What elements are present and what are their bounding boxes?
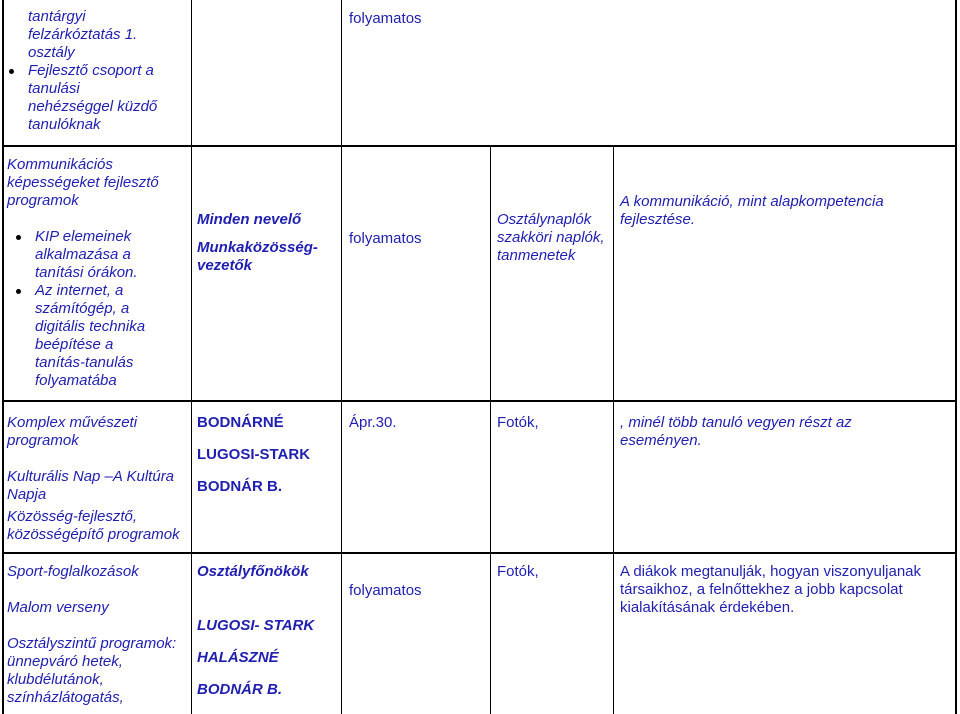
column-divider xyxy=(490,145,491,714)
cell-text: felzárkóztatás 1. xyxy=(28,26,138,43)
cell-text: LUGOSI- STARK xyxy=(197,617,315,634)
row1-activity-cell xyxy=(7,156,189,390)
bullet-item xyxy=(7,62,188,134)
cell-text: tanulóknak xyxy=(28,116,101,133)
cell-text: számítógép, a xyxy=(35,300,130,317)
cell-text: Minden nevelő xyxy=(197,211,302,228)
cell-text: A kommunikáció, mint alapkompetencia xyxy=(620,193,884,210)
cell-text: Munkaközösség- xyxy=(197,239,318,256)
cell-text: programok xyxy=(7,432,79,449)
cell-text: Kulturális Nap –A Kultúra xyxy=(7,468,175,485)
row2-activity-cell xyxy=(7,414,189,544)
cell-text: Napja xyxy=(7,486,47,503)
cell-text: tanulási xyxy=(28,80,80,97)
bullet-item xyxy=(14,228,189,282)
cell-text: A diákok megtanulják, hogyan viszonyuljanak xyxy=(620,563,922,580)
cell-text: közösségépítő programok xyxy=(7,526,180,543)
row3-deadline-cell xyxy=(349,582,489,600)
row2-responsible-cell xyxy=(197,414,339,496)
row0-deadline-cell xyxy=(349,10,489,28)
cell-text: tanítási órákon. xyxy=(35,264,138,281)
cell-text: Malom verseny xyxy=(7,599,109,616)
cell-text: folyamatos xyxy=(349,10,422,27)
cell-text: alkalmazása a xyxy=(35,246,131,263)
row-divider xyxy=(2,400,957,402)
row1-responsible-cell xyxy=(197,211,339,275)
cell-text: tanítás-tanulás xyxy=(35,354,134,371)
cell-text: , minél több tanuló vegyen részt az xyxy=(620,414,852,431)
cell-text: Az internet, a xyxy=(35,282,124,299)
row2-evidence-cell xyxy=(497,414,612,432)
cell-text: HALÁSZNÉ xyxy=(197,649,279,666)
cell-text: ünnepváró hetek, xyxy=(7,653,123,670)
cell-text: Sport-foglalkozások xyxy=(7,563,139,580)
cell-text: Közösség-fejlesztő, xyxy=(7,508,138,525)
cell-text: eseményen. xyxy=(620,432,702,449)
cell-text: Ápr.30. xyxy=(349,414,397,431)
table-border-left xyxy=(2,0,4,714)
cell-text: programok xyxy=(7,192,79,209)
cell-text: nehézséggel küzdő xyxy=(28,98,158,115)
cell-text: BODNÁR B. xyxy=(197,681,282,698)
row3-responsible-cell xyxy=(197,563,339,699)
cell-text: BODNÁRNÉ xyxy=(197,414,284,431)
table-border-right xyxy=(955,0,957,714)
cell-text: Osztálynaplók xyxy=(497,211,592,228)
cell-text: klubdélutánok, xyxy=(7,671,104,688)
cell-text: színházlátogatás, xyxy=(7,689,124,706)
cell-text: kialakításának érdekében. xyxy=(620,599,795,616)
cell-text: beépítése a xyxy=(35,336,114,353)
bullet-item xyxy=(14,282,189,390)
column-divider xyxy=(341,0,342,714)
cell-text: fejlesztése. xyxy=(620,211,696,228)
cell-text: folyamatába xyxy=(35,372,117,389)
row2-deadline-cell xyxy=(349,414,489,432)
cell-text: BODNÁR B. xyxy=(197,478,282,495)
cell-text: KIP elemeinek xyxy=(35,228,132,245)
cell-text: tanmenetek xyxy=(497,247,576,264)
row2-goal-cell xyxy=(620,414,954,450)
cell-text: LUGOSI-STARK xyxy=(197,446,311,463)
cell-text: Fotók, xyxy=(497,414,539,431)
cell-text: Fejlesztő csoport a xyxy=(28,62,154,79)
cell-text: Osztályszintű programok: xyxy=(7,635,177,652)
cell-text: digitális technika xyxy=(35,318,146,335)
cell-text: Osztályfőnökök xyxy=(197,563,309,580)
row3-evidence-cell xyxy=(497,563,612,581)
cell-text: tantárgyi xyxy=(28,8,86,25)
row0-activity-cell xyxy=(28,8,188,134)
cell-text: Komplex művészeti xyxy=(7,414,138,431)
row3-activity-cell xyxy=(7,563,189,707)
cell-text: folyamatos xyxy=(349,582,422,599)
row-divider xyxy=(2,552,957,554)
cell-text: osztály xyxy=(28,44,75,61)
cell-text: Fotók, xyxy=(497,563,539,580)
row3-goal-cell xyxy=(620,563,954,617)
cell-text: társaikhoz, a felnőttekhez a jobb kapcsolat xyxy=(620,581,903,598)
row-divider xyxy=(2,145,957,147)
row1-deadline-cell xyxy=(349,230,489,248)
column-divider xyxy=(191,0,192,714)
cell-text: vezetők xyxy=(197,257,253,274)
cell-text: Kommunikációs xyxy=(7,156,113,173)
row1-evidence-cell xyxy=(497,211,612,265)
column-divider xyxy=(613,145,614,714)
cell-text: szakköri naplók, xyxy=(497,229,605,246)
cell-text: folyamatos xyxy=(349,230,422,247)
cell-text: képességeket fejlesztő xyxy=(7,174,159,191)
row1-goal-cell xyxy=(620,193,954,229)
